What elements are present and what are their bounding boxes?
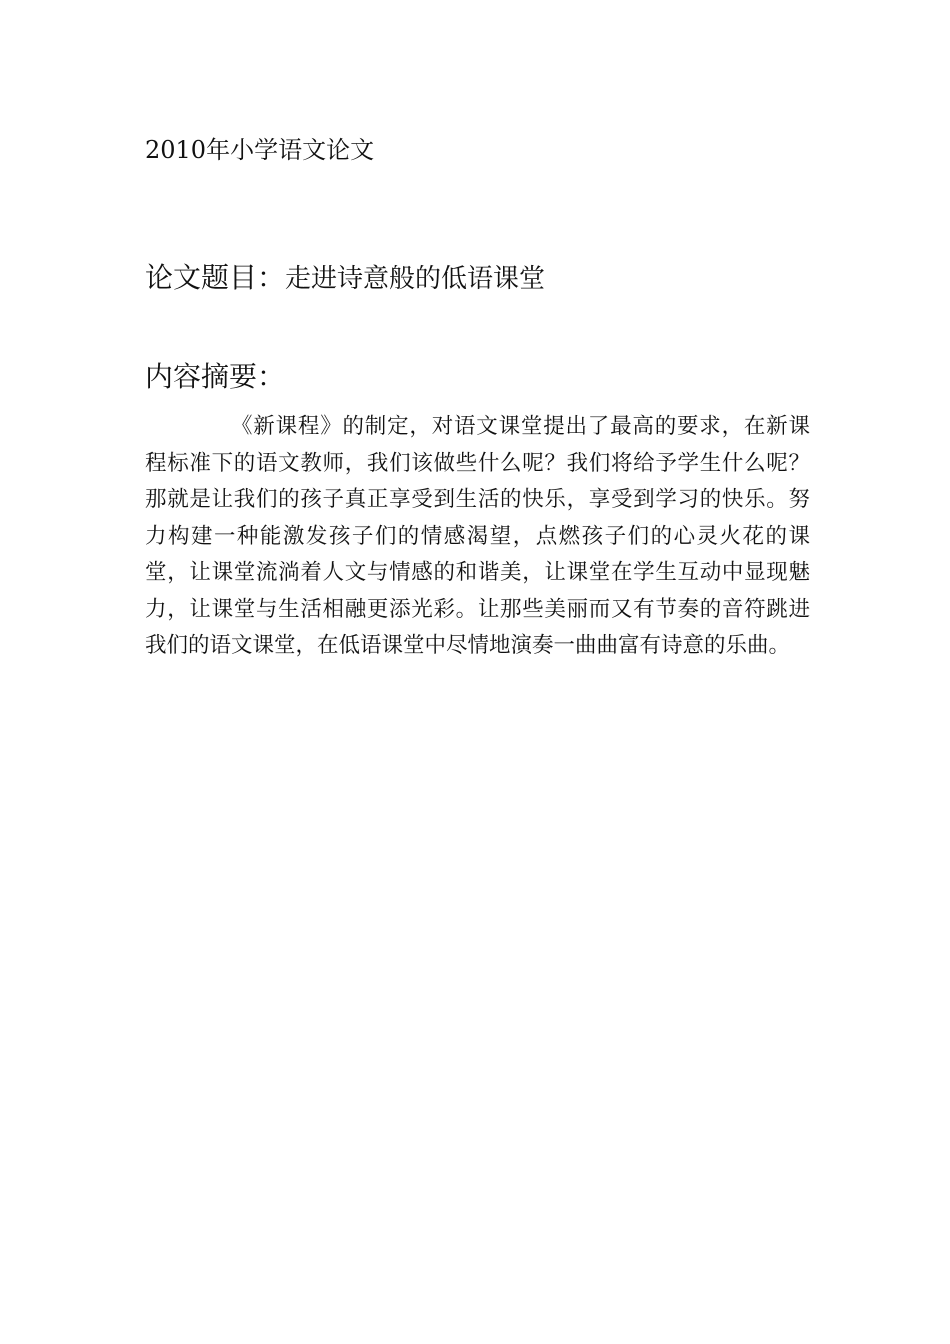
abstract-heading: 内容摘要： [145, 360, 286, 393]
abstract-body: 《新课程》的制定，对语文课堂提出了最高的要求，在新课程标准下的语文教师，我们该做些什么呢？我们将给予学生什么呢？那就是让我们的孩子真正享受到生活的快乐，享受到学习的快乐。努力构建一种能激发孩子们的情感渴望，点燃孩子们的心灵火花的课堂，让课堂流淌着人文与情感的和谐美，让课堂在学生互动中显现魅力，让课堂与生活相融更添光彩。让那些美丽而又有节奏的音符跳进我们的语文课堂，在低语课堂中尽情地演奏一曲曲富有诗意的乐曲。 [145, 414, 810, 658]
paper-title-label: 论文题目： [145, 261, 286, 294]
paper-title-text: 走进诗意般的低语课堂 [285, 264, 546, 294]
paper-title [145, 258, 545, 299]
document-header: 2010年小学语文论文 [145, 136, 375, 164]
